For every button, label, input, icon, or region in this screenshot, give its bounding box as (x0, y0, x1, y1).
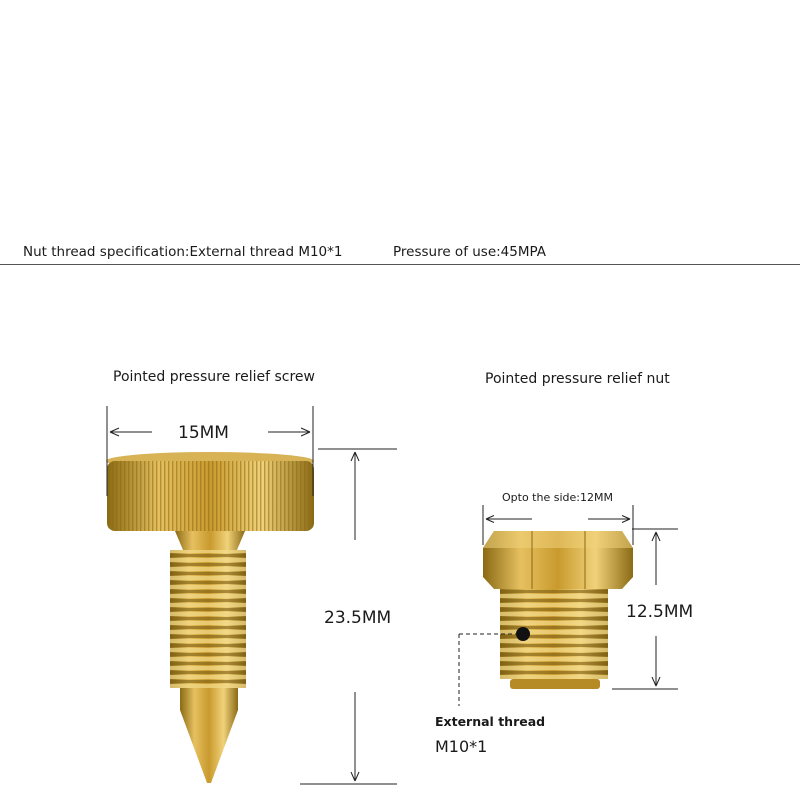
pressure-spec: Pressure of use:45MPA (393, 244, 547, 260)
screw-height-label: 23.5MM (324, 608, 392, 628)
nut-height-label: 12.5MM (626, 602, 694, 622)
nut-thread-spec: Nut thread specification:External thread M10*1 (23, 244, 343, 260)
nut-side-label: Opto the side:12MM (502, 491, 613, 504)
screw-image (106, 452, 314, 783)
screw-width-label: 15MM (178, 423, 229, 443)
nut-image (483, 531, 633, 689)
screw-title: Pointed pressure relief screw (113, 369, 315, 385)
external-thread-value: M10*1 (435, 737, 488, 756)
nut-title: Pointed pressure relief nut (485, 371, 670, 387)
external-thread-heading: External thread (435, 714, 546, 729)
